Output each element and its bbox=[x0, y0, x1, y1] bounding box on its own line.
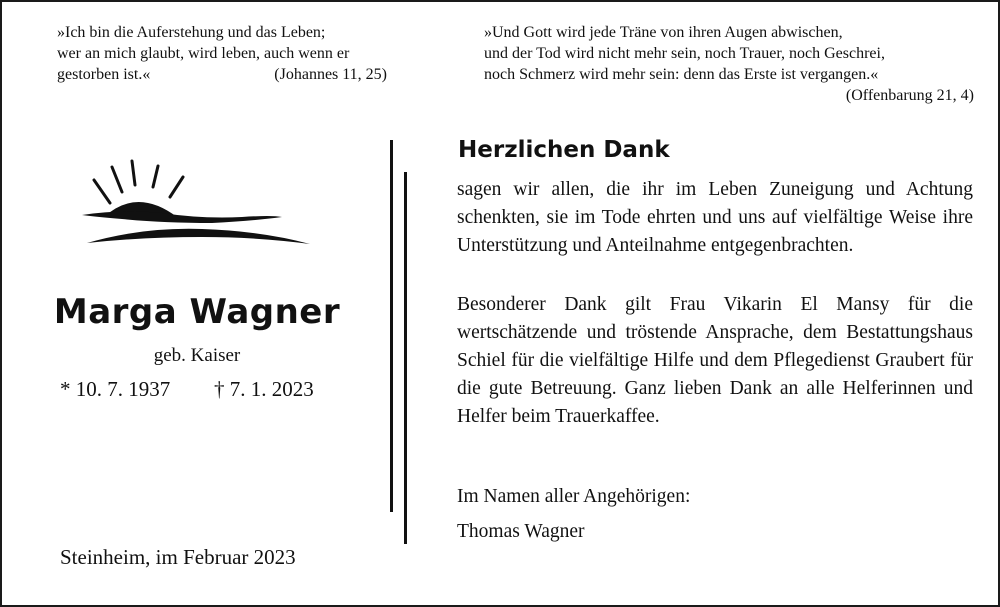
divider-line-left bbox=[390, 140, 393, 512]
thanks-paragraph-2: Besonderer Dank gilt Frau Vikarin El Mansy für die wertschätzende und tröstende Ansprache, dem Bestattungshaus Schiel für die vielfältige Hilfe und dem Pflegedienst Graubert für die gute Betreuung. Ganz lieben Dank an alle Helferinnen und Helfer beim Trauerkaffee. bbox=[457, 294, 973, 427]
quote-right-line-3: noch Schmerz wird mehr sein: denn das Erste ist vergangen.« bbox=[484, 66, 879, 83]
deceased-name: Marga Wagner bbox=[53, 292, 341, 332]
divider-line-right bbox=[404, 172, 407, 544]
quote-left-last-line bbox=[57, 64, 387, 85]
quote-right-reference: (Offenbarung 21, 4) bbox=[845, 87, 974, 104]
signature-intro: Im Namen aller Angehörigen: bbox=[457, 486, 691, 507]
bible-quote-right bbox=[484, 22, 974, 106]
quote-left-reference: (Johannes 11, 25) bbox=[274, 66, 387, 83]
quote-right-line-1: »Und Gott wird jede Träne von ihren Augen abwischen, bbox=[484, 24, 843, 41]
place-and-date: Steinheim, im Februar 2023 bbox=[60, 545, 296, 569]
signature-name: Thomas Wagner bbox=[457, 521, 585, 542]
quote-left-line-2: wer an mich glaubt, wird leben, auch wenn er bbox=[57, 45, 350, 62]
quote-right-line-2: und der Tod wird nicht mehr sein, noch Trauer, noch Geschrei, bbox=[484, 45, 885, 62]
thanks-paragraph-1: sagen wir allen, die ihr im Leben Zuneigung und Achtung schenkten, sie im Tode ehrten und uns auf vielfältige Weise ihre Unterstützung und Anteilnahme entgegenbrachten. bbox=[457, 179, 973, 256]
bible-quote-left bbox=[57, 22, 387, 85]
birth-date: * 10. 7. 1937 bbox=[60, 377, 171, 401]
quote-left-line-1: »Ich bin die Auferstehung und das Leben; bbox=[57, 24, 326, 41]
quote-left-line-3: gestorben ist.« bbox=[57, 66, 151, 83]
deceased-born-name: geb. Kaiser bbox=[153, 345, 241, 366]
death-date: † 7. 1. 2023 bbox=[214, 377, 314, 401]
sunset-icon bbox=[82, 157, 314, 257]
thanks-heading: Herzlichen Dank bbox=[458, 137, 670, 163]
